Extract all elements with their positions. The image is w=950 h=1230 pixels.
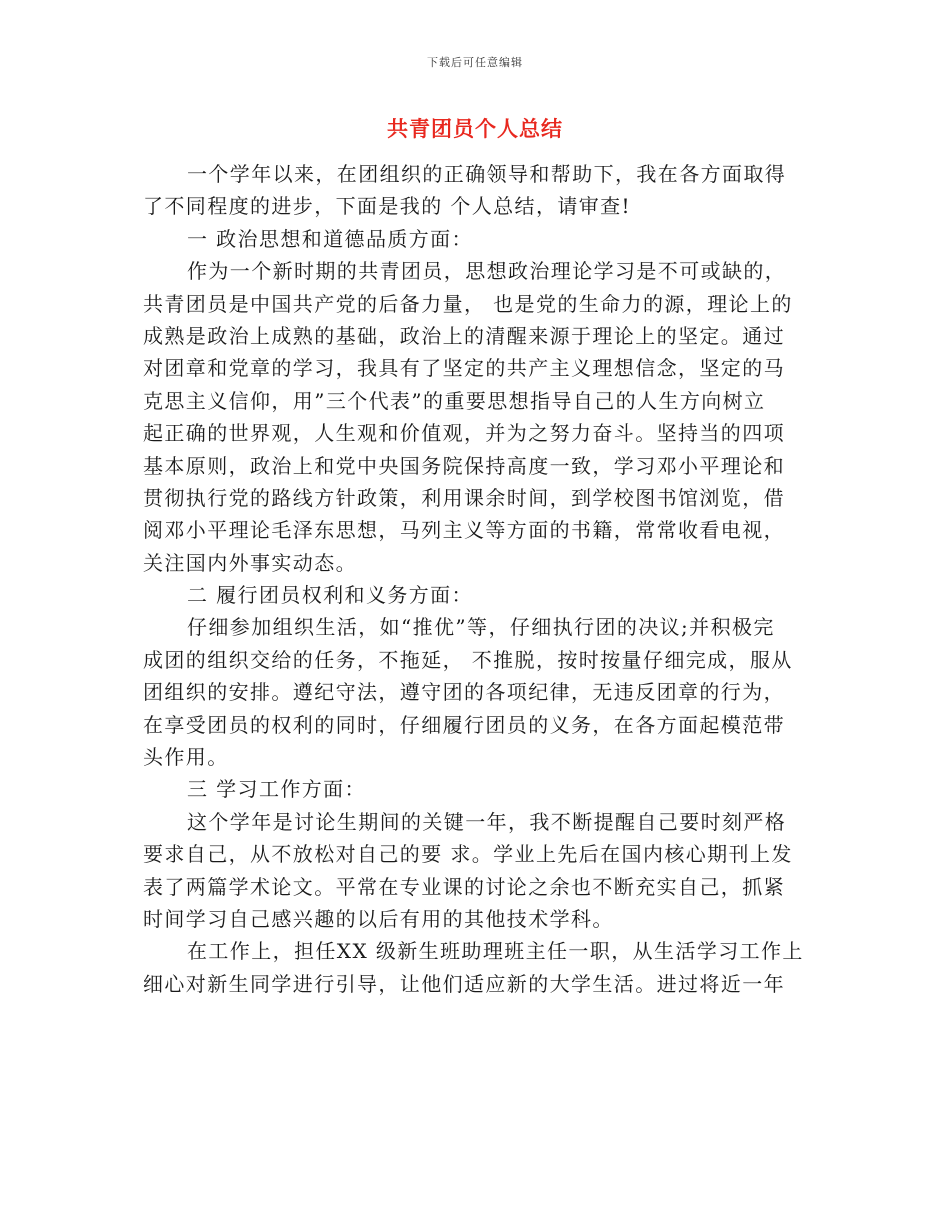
text-line: 基本原则，政治上和党中央国务院保持高度一致，学习邓小平理论和 [143, 453, 785, 478]
text-line: 仔细参加组织生活，如“推优”等，仔细执行团的决议;并积极完 [187, 615, 775, 640]
text-line: 贯彻执行党的路线方针政策，利用课余时间，到学校图书馆浏览，借 [143, 485, 785, 510]
text-line: 时间学习自己感兴趣的以后有用的其他技术学科。 [143, 906, 614, 931]
text-line: 阅邓小平理论毛泽东思想，马列主义等方面的书籍，常常收看电视， [143, 518, 785, 543]
text-line: 成熟是政治上成熟的基础，政治上的清醒来源于理论上的坚定。通过 [143, 323, 785, 348]
text-line: 克思主义信仰，用”三个代表”的重要思想指导自己的人生方向树立 [143, 388, 766, 413]
header-note: 下载后可任意编辑 [427, 56, 523, 69]
text-line: 头作用。 [143, 745, 229, 770]
text-line: 要求自己，从不放松对自己的要 求。学业上先后在国内核心期刊上发 [143, 842, 793, 867]
document-body [143, 158, 813, 1000]
text-line: 成团的组织交给的任务，不拖延， 不推脱，按时按量仔细完成，服从 [143, 647, 793, 672]
text-line: 关注国内外事实动态。 [143, 550, 357, 575]
text-line: 三 学习工作方面： [187, 777, 366, 802]
text-line: 了不同程度的进步，下面是我的 个人总结，请审查! [143, 194, 631, 219]
text-line: 对团章和党章的学习，我具有了坚定的共产主义理想信念，坚定的马 [143, 356, 785, 381]
text-line: 作为一个新时期的共青团员，思想政治理论学习是不可或缺的， [187, 259, 787, 284]
text-line: 团组织的安排。遵纪守法，遵守团的各项纪律，无违反团章的行为， [143, 680, 785, 705]
text-line: 这个学年是讨论生期间的关键一年，我不断提醒自己要时刻严格 [187, 809, 787, 834]
document-title: 共青团员个人总结 [387, 117, 563, 141]
text-line: 一个学年以来，在团组织的正确领导和帮助下，我在各方面取得 [187, 162, 787, 186]
text-line: 一 政治思想和道德品质方面： [187, 226, 473, 251]
text-line: 细心对新生同学进行引导，让他们适应新的大学生活。进过将近一年 [143, 971, 785, 996]
text-line: 表了两篇学术论文。平常在专业课的讨论之余也不断充实自己，抓紧 [143, 874, 785, 899]
text-line: 起正确的世界观，人生观和价值观，并为之努力奋斗。坚持当的四项 [143, 421, 785, 446]
text-line: 二 履行团员权利和义务方面： [187, 583, 473, 608]
text-line: 共青团员是中国共产党的后备力量， 也是党的生命力的源，理论上的 [143, 291, 793, 316]
text-line: 在工作上，担任XX 级新生班助理班主任一职，从生活学习工作上 [187, 939, 804, 964]
text-line: 在享受团员的权利的同时，仔细履行团员的义务，在各方面起模范带 [143, 712, 785, 737]
